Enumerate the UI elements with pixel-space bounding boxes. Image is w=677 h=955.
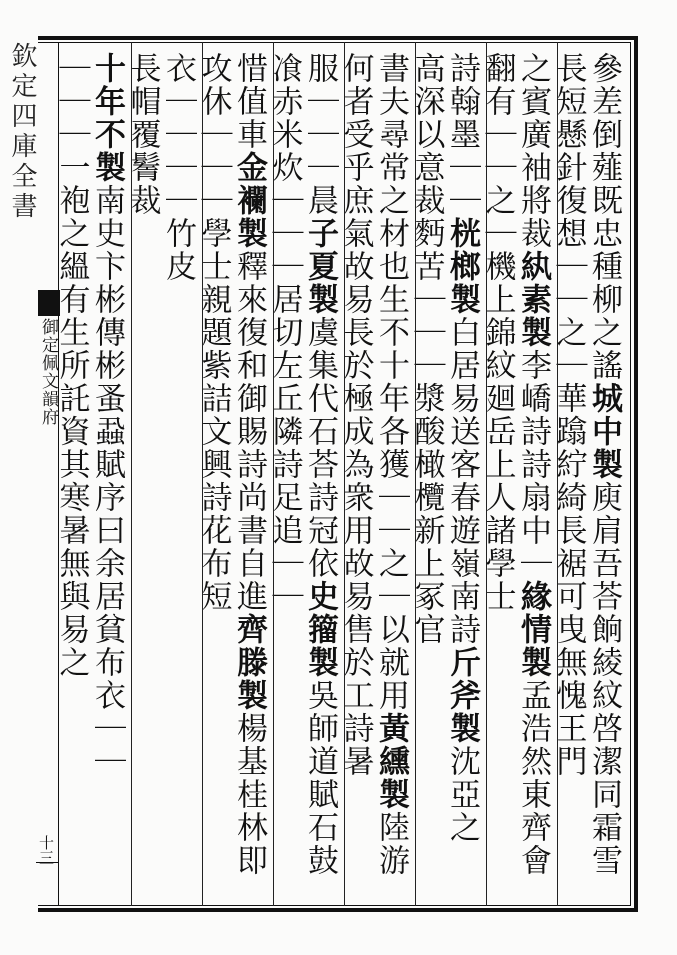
- annotation-text: ｜｜｜一袍之縕有生所託資其寒暑無與易之: [53, 52, 90, 679]
- body-text: 之賓廣袖將裁: [515, 52, 551, 250]
- annotation-text: ｜｜｜學士親題紫詰文: [195, 118, 232, 448]
- column-rule: [344, 42, 345, 906]
- entry-headword: 斤斧製: [444, 646, 480, 745]
- entry-headword: 緣情製: [515, 580, 551, 679]
- text-column: [302, 52, 345, 902]
- fold-page-number: 十三: [37, 835, 55, 865]
- text-column: [373, 52, 416, 902]
- annotation-text: 上冢官: [408, 547, 445, 646]
- column-rule: [202, 42, 203, 906]
- annotation-text: 沈亞之: [444, 745, 480, 844]
- body-text: 服｜｜｜晨: [302, 52, 338, 217]
- body-text: 長短懸針復想｜｜之｜: [550, 52, 587, 382]
- body-text: 何者受乎庶氣故易長於極成為衆用故易售於工: [337, 52, 374, 712]
- text-column: [515, 52, 558, 902]
- entry-headword: 黃纁製: [373, 712, 409, 811]
- body-text: 高深以意裁: [408, 52, 445, 217]
- text-column: [408, 52, 451, 902]
- fold-rule: [36, 862, 58, 863]
- entry-headword: 紈素製: [515, 250, 551, 349]
- column-rule: [131, 42, 132, 906]
- entry-headword: 史籀製: [302, 580, 338, 679]
- column-rule: [557, 42, 558, 906]
- annotation-text: 孟浩然東齊會: [515, 679, 551, 877]
- annotation-text: 白居易送客春遊嶺南詩: [444, 316, 480, 646]
- annotation-text: ｜｜｜居切左丘隣: [266, 184, 303, 448]
- column-rule: [415, 42, 416, 906]
- fold-title: 御定佩文韻府: [38, 318, 58, 426]
- annotation-text: 虞集代石荅詩冠依: [302, 316, 338, 580]
- entry-headword: 桄榔製: [444, 217, 480, 316]
- body-text: 攻休: [195, 52, 232, 118]
- margin-title: 欽定四庫全書: [7, 42, 37, 222]
- annotation-text: 吳師道賦石鼓: [302, 679, 338, 877]
- text-column: [266, 52, 309, 902]
- entry-headword: 金襴製: [231, 151, 267, 250]
- body-text: 飡赤米炊: [266, 52, 303, 184]
- entry-headword: 子夏製: [302, 217, 338, 316]
- text-column: [89, 52, 132, 902]
- text-column: [231, 52, 274, 902]
- text-column: [444, 52, 487, 902]
- annotation-text: 興詩花布短: [195, 448, 232, 613]
- annotation-text: 庾肩吾荅餉綾紋啓潔同霜雪: [586, 481, 622, 877]
- text-column: [479, 52, 522, 902]
- text-column: [160, 52, 203, 902]
- body-text: 長帽覆鬌裁: [124, 52, 161, 217]
- body-text: 翻有｜｜之｜: [479, 52, 516, 250]
- annotation-text: 李嶠詩詩扇中｜: [515, 349, 551, 580]
- entry-headword: 城中製: [586, 382, 622, 481]
- annotation-text: 楊基桂林即: [231, 712, 267, 877]
- body-text: 惜值車: [231, 52, 267, 151]
- annotation-text: 釋來復和御賜詩尚書自進: [231, 250, 267, 613]
- body-text: 書夫尋常之材也生不十年各獲｜｜之｜以就用: [373, 52, 409, 712]
- text-column: [550, 52, 593, 902]
- annotation-text: 南史卞彬傳彬蚤蝨賦序曰余居貧布衣｜｜: [89, 184, 125, 778]
- entry-headword: 齊滕製: [231, 613, 267, 712]
- annotation-text: 岳上人諸學士: [479, 415, 516, 613]
- annotation-text: 詩暑: [337, 712, 374, 778]
- margin-strip: [0, 0, 37, 955]
- annotation-text: 華蹹紵綺長裾可曳無愧王門: [550, 382, 587, 778]
- entry-headword: 十年不製: [89, 52, 125, 184]
- annotation-text: 詩足追｜｜: [266, 448, 303, 613]
- body-text: 詩翰墨｜｜: [444, 52, 480, 217]
- column-rule: [273, 42, 274, 906]
- text-column: [53, 52, 96, 902]
- text-column: [586, 52, 629, 902]
- annotation-text: 麪苦｜｜｜漿酸橄欖新: [408, 217, 445, 547]
- body-text: 機上錦紋廻: [479, 250, 516, 415]
- text-column: [195, 52, 238, 902]
- body-text: 衣｜｜｜｜竹皮: [160, 52, 196, 283]
- body-text: 參差倒薤既忠種柳之謠: [586, 52, 622, 382]
- text-column: [337, 52, 380, 902]
- column-rule: [486, 42, 487, 906]
- text-column: [124, 52, 167, 902]
- annotation-text: 陸游: [373, 811, 409, 877]
